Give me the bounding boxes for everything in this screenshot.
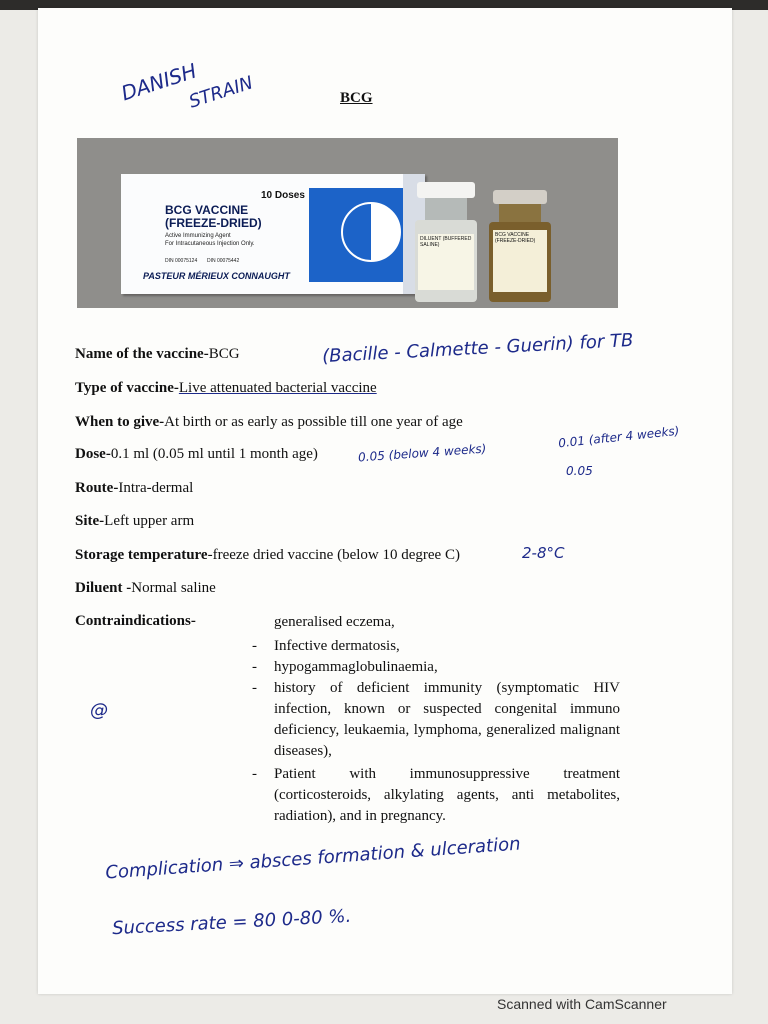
page-title: BCG — [340, 90, 373, 106]
field-dose: Dose-0.1 ml (0.05 ml until 1 month age) — [75, 446, 318, 462]
list-item: generalised eczema, — [274, 614, 395, 630]
handwritten-dose-note: 0.05 (below 4 weeks) — [357, 441, 487, 465]
handwritten-dose-side-note1: 0.01 (after 4 weeks) — [557, 423, 680, 451]
handwritten-strain-line2: STRAIN — [186, 72, 256, 113]
vaccine-photo — [77, 138, 618, 308]
field-route: Route-Intra-dermal — [75, 480, 194, 496]
handwritten-success-rate: Success rate = 80 0-80 %. — [111, 905, 352, 940]
field-type: Type of vaccine-Live attenuated bacterial vaccine — [75, 380, 377, 396]
vaccine-vial: BCG VACCINE (FREEZE-DRIED) — [489, 190, 551, 304]
handwritten-complication: Complication ⇒ absces formation & ulceration — [104, 833, 522, 884]
list-item: - hypogammaglobulinaemia, — [252, 659, 438, 675]
vaccine-box: 10 Doses BCG VACCINE (FREEZE-DRIED) Active Immunizing Agent For Intracutaneous Injection Only. DIN 00075124 DIN 00075442 PASTEUR MÉRIEUX CONNAUGHT — [121, 174, 425, 294]
field-diluent: Diluent -Normal saline — [75, 580, 216, 596]
contraindications-heading: Contraindications- — [75, 613, 196, 629]
handwritten-margin-mark: @ — [90, 700, 108, 721]
field-site: Site-Left upper arm — [75, 513, 195, 529]
brand-logo — [341, 202, 401, 262]
handwritten-storage-note: 2-8°C — [522, 544, 565, 562]
diluent-vial: DILUENT (BUFFERED SALINE) — [415, 182, 477, 304]
list-item: - Patient with immunosuppressive treatment (corticosteroids, alkylating agents, anti metabolites, radiation), and in pregnancy. — [252, 766, 620, 824]
handwritten-strain-line1: DANISH — [118, 58, 200, 106]
scanner-watermark: Scanned with CamScanner — [497, 996, 667, 1012]
field-name: Name of the vaccine-BCG — [75, 346, 240, 362]
field-when: When to give-At birth or as early as possible till one year of age — [75, 414, 463, 430]
handwritten-dose-side-note2: 0.05 — [566, 464, 593, 478]
list-item: - Infective dermatosis, — [252, 638, 400, 654]
field-storage: Storage temperature-freeze dried vaccine (below 10 degree C) — [75, 547, 460, 563]
manufacturer-logo: PASTEUR MÉRIEUX CONNAUGHT — [143, 271, 290, 281]
list-item: - history of deficient immunity (symptomatic HIV infection, known or suspected congenital immuno deficiency, leukaemia, lymphoma, generalized malignant diseases), — [252, 680, 620, 759]
handwritten-name-note: (Bacille - Calmette - Guerin) for TB — [321, 329, 634, 368]
contraindications-list — [252, 612, 620, 827]
